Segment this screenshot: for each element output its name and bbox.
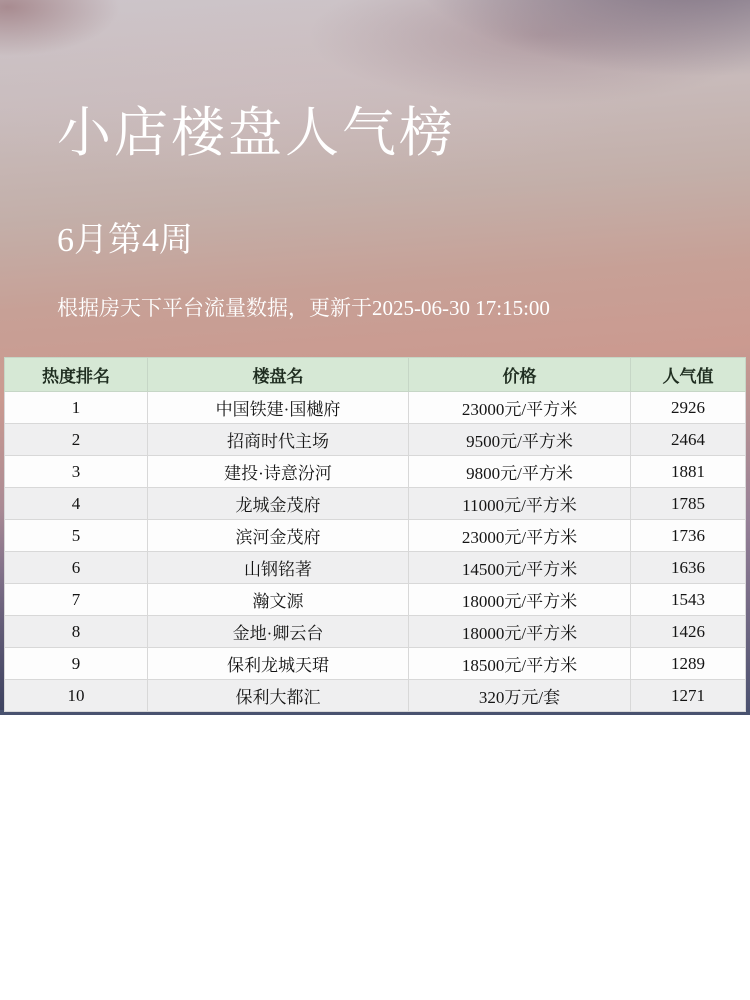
- price-cell: 320万元/套: [409, 680, 631, 712]
- data-source-note: 根据房天下平台流量数据，更新于2025-06-30 17:15:00: [57, 296, 550, 320]
- name-cell: 金地·卿云台: [148, 616, 409, 648]
- price-cell: 18500元/平方米: [409, 648, 631, 680]
- period-subtitle: 6月第4周: [57, 222, 193, 259]
- price-cell: 23000元/平方米: [409, 392, 631, 424]
- popularity-cell: 1881: [631, 456, 746, 488]
- rank-cell: 10: [5, 680, 148, 712]
- column-header-rank: 热度排名: [5, 358, 148, 392]
- table-row: [5, 552, 746, 584]
- table-row: [5, 584, 746, 616]
- table-row: [5, 456, 746, 488]
- name-cell: 保利大都汇: [148, 680, 409, 712]
- page-title: 小店楼盘人气榜: [57, 103, 456, 163]
- column-header-price: 价格: [409, 358, 631, 392]
- popularity-cell: 2464: [631, 424, 746, 456]
- price-cell: 23000元/平方米: [409, 520, 631, 552]
- price-cell: 18000元/平方米: [409, 584, 631, 616]
- price-cell: 9800元/平方米: [409, 456, 631, 488]
- price-cell: 9500元/平方米: [409, 424, 631, 456]
- name-cell: 龙城金茂府: [148, 488, 409, 520]
- popularity-cell: 2926: [631, 392, 746, 424]
- name-cell: 山钢铭著: [148, 552, 409, 584]
- table-row: [5, 648, 746, 680]
- rank-cell: 6: [5, 552, 148, 584]
- rank-cell: 2: [5, 424, 148, 456]
- popularity-cell: 1271: [631, 680, 746, 712]
- rank-cell: 5: [5, 520, 148, 552]
- name-cell: 保利龙城天珺: [148, 648, 409, 680]
- rank-cell: 9: [5, 648, 148, 680]
- column-header-popularity: 人气值: [631, 358, 746, 392]
- name-cell: 建投·诗意汾河: [148, 456, 409, 488]
- popularity-cell: 1785: [631, 488, 746, 520]
- rank-cell: 7: [5, 584, 148, 616]
- rank-cell: 1: [5, 392, 148, 424]
- table-row: [5, 520, 746, 552]
- table-row: [5, 616, 746, 648]
- table-header: [5, 358, 746, 392]
- header-row: [5, 358, 746, 392]
- table-body: [5, 392, 746, 712]
- rank-cell: 8: [5, 616, 148, 648]
- price-cell: 11000元/平方米: [409, 488, 631, 520]
- name-cell: 招商时代主场: [148, 424, 409, 456]
- rank-cell: 4: [5, 488, 148, 520]
- table-row: [5, 680, 746, 712]
- name-cell: 瀚文源: [148, 584, 409, 616]
- table-row: [5, 488, 746, 520]
- table-row: [5, 392, 746, 424]
- popularity-cell: 1736: [631, 520, 746, 552]
- name-cell: 中国铁建·国樾府: [148, 392, 409, 424]
- popularity-ranking-table: [4, 357, 746, 712]
- price-cell: 14500元/平方米: [409, 552, 631, 584]
- column-header-name: 楼盘名: [148, 358, 409, 392]
- table-row: [5, 424, 746, 456]
- popularity-cell: 1426: [631, 616, 746, 648]
- name-cell: 滨河金茂府: [148, 520, 409, 552]
- price-cell: 18000元/平方米: [409, 616, 631, 648]
- popularity-cell: 1289: [631, 648, 746, 680]
- popularity-cell: 1543: [631, 584, 746, 616]
- popularity-cell: 1636: [631, 552, 746, 584]
- rank-cell: 3: [5, 456, 148, 488]
